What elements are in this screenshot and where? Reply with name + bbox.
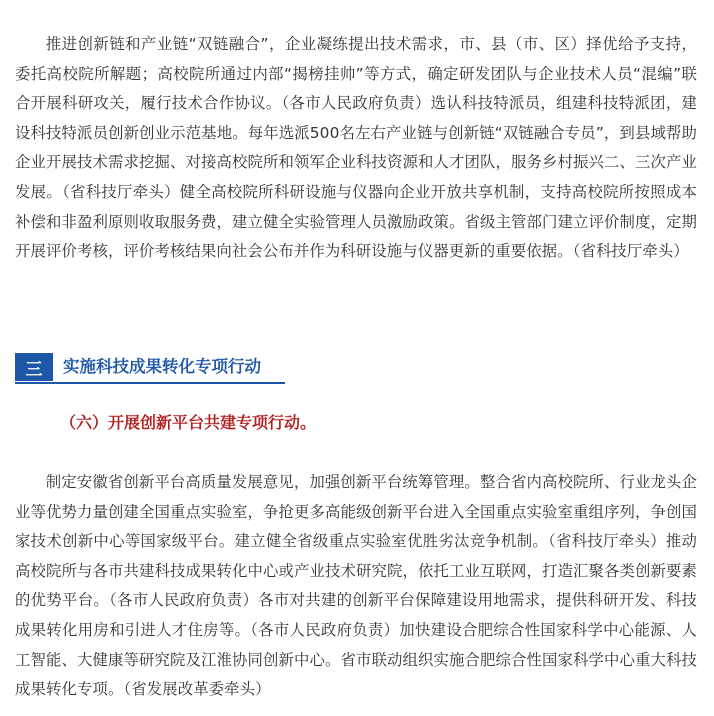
body-paragraph-dual-chain: 推进创新链和产业链“双链融合”，企业凝练提出技术需求，市、县（市、区）择优给予支持，委托高校院所解题；高校院所通过内部“揭榜挂帅”等方式，确定研发团队与企业技术人员“混编”联合开展科研攻关，履行技术合作协议。（各市人民政府负责）选认科技特派员，组建科技特派团，建设科技特派员创新创业示范基地。每年选派500名左右产业链与创新链“双链融合专员”，到县域帮助企业开展技术需求挖掘、对接高校院所和领军企业科技资源和人才团队，服务乡村振兴二、三次产业发展。（省科技厅牵头）健全高校院所科研设施与仪器向企业开放共享机制，支持高校院所按照成本补偿和非盈利原则收取服务费，建立健全实验管理人员激励政策。省级主管部门建立评价制度，定期开展评价考核，评价考核结果向社会公布并作为科研设施与仪器更新的重要依据。（省科技厅牵头） bbox=[15, 35, 697, 261]
section-header bbox=[15, 352, 265, 382]
section-title: 实施科技成果转化专项行动 bbox=[63, 357, 261, 376]
subheading-innovation-platform: （六）开展创新平台共建专项行动。 bbox=[60, 413, 317, 432]
body-paragraph-innovation-platform: 制定安徽省创新平台高质量发展意见，加强创新平台统筹管理。整合省内高校院所、行业龙头企业等优势力量创建全国重点实验室，争抢更多高能级创新平台进入全国重点实验室重组序列，争创国家技术创新中心等国家级平台。建立健全省级重点实验室优胜劣汰竞争机制。（省科技厅牵头）推动高校院所与各市共建科技成果转化中心或产业技术研究院，依托工业互联网，打造汇聚各类创新要素的优势平台。（各市人民政府负责）各市对共建的创新平台保障建设用地需求，提供科研开发、科技成果转化用房和引进人才住房等。（各市人民政府负责）加快建设合肥综合性国家科学中心能源、人工智能、大健康等研究院及江淮协同创新中心。省市联动组织实施合肥综合性国家科学中心重大科技成果转化专项。（省发展改革委牵头） bbox=[15, 473, 697, 699]
section-number-badge: 三 bbox=[15, 353, 53, 381]
section-underline bbox=[15, 382, 285, 384]
